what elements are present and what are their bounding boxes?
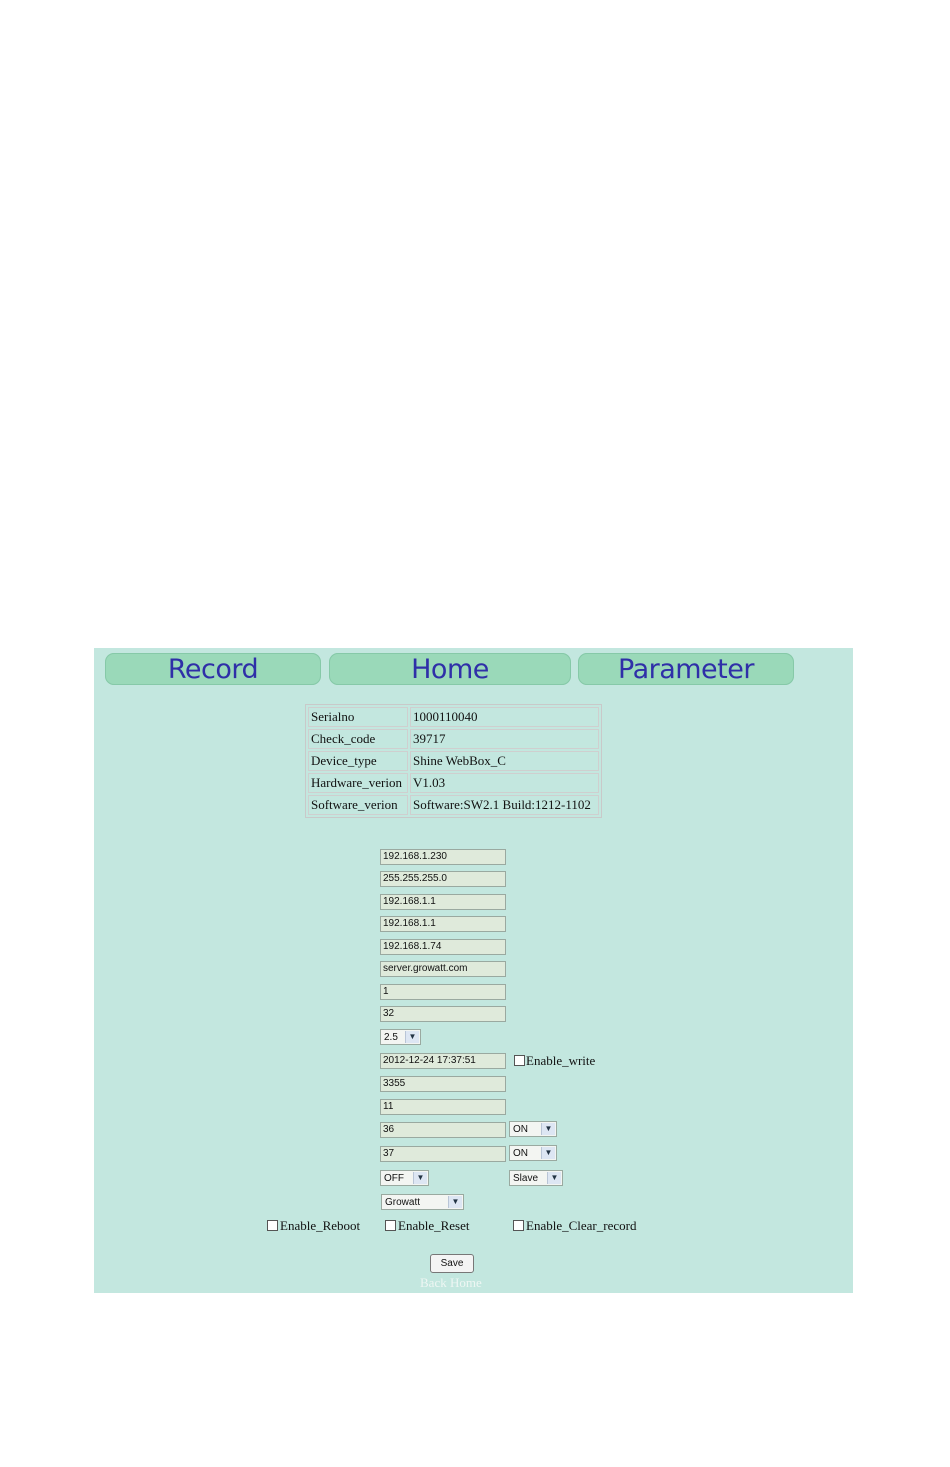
- ammeter-select[interactable]: [509, 1145, 557, 1161]
- enable-write-label: Enable_write: [526, 1053, 596, 1068]
- enable-reset-checkbox[interactable]: [385, 1220, 396, 1231]
- environment-select-value: ON: [513, 1124, 528, 1135]
- enable-clear-record-checkbox[interactable]: [513, 1220, 524, 1231]
- chevron-down-icon: ▼: [413, 1172, 427, 1184]
- device-info-table: [305, 704, 602, 818]
- environment-select[interactable]: [509, 1121, 557, 1137]
- power-mode-select[interactable]: [509, 1170, 563, 1186]
- enable-clear-record-label: Enable_Clear_record: [526, 1218, 637, 1233]
- enable-write-checkbox[interactable]: [514, 1055, 525, 1066]
- table-row: [308, 729, 599, 749]
- info-key: Hardware_verion: [308, 773, 408, 793]
- chevron-down-icon: ▼: [547, 1172, 561, 1184]
- info-value: Shine WebBox_C: [410, 751, 599, 771]
- inverter-type-select[interactable]: [381, 1194, 464, 1210]
- table-row: [308, 795, 599, 815]
- table-row: [308, 707, 599, 727]
- power-adjust-select[interactable]: [380, 1170, 429, 1186]
- addren-end-input[interactable]: 32: [380, 1006, 506, 1022]
- settings-panel: [94, 648, 853, 1293]
- dns-input[interactable]: 192.168.1.1: [380, 916, 506, 932]
- system-time-input[interactable]: 2012-12-24 17:37:51: [380, 1053, 506, 1069]
- info-value: V1.03: [410, 773, 599, 793]
- enable-reboot-checkbox[interactable]: [267, 1220, 278, 1231]
- back-home-link[interactable]: Back Home: [420, 1275, 482, 1290]
- zigbee-channel-input[interactable]: 11: [380, 1099, 506, 1115]
- gateway-input[interactable]: 192.168.1.1: [380, 894, 506, 910]
- server-url-input[interactable]: server.growatt.com: [380, 961, 506, 977]
- info-key: Software_verion: [308, 795, 408, 815]
- mask-input[interactable]: 255.255.255.0: [380, 871, 506, 887]
- enable-reset-label: Enable_Reset: [398, 1218, 470, 1233]
- ammeter-select-value: ON: [513, 1148, 528, 1159]
- info-key: Check_code: [308, 729, 408, 749]
- info-value: 1000110040: [410, 707, 599, 727]
- table-row: [308, 773, 599, 793]
- chevron-down-icon: ▼: [541, 1123, 555, 1135]
- info-key: Serialno: [308, 707, 408, 727]
- power-mode-value: Slave: [513, 1173, 539, 1184]
- chevron-down-icon: ▼: [405, 1031, 419, 1043]
- info-key: Device_type: [308, 751, 408, 771]
- ammeter-input[interactable]: 37: [380, 1146, 506, 1162]
- server-ip-input[interactable]: 192.168.1.74: [380, 939, 506, 955]
- nav-record-button[interactable]: Record: [105, 653, 321, 685]
- enable-reboot-label: Enable_Reboot: [280, 1218, 361, 1233]
- inverter-type-value: Growatt: [385, 1197, 421, 1208]
- info-value: 39717: [410, 729, 599, 749]
- save-button[interactable]: Save: [430, 1254, 474, 1273]
- nav-home-button[interactable]: Home: [329, 653, 571, 685]
- chevron-down-icon: ▼: [541, 1147, 555, 1159]
- addren-start-input[interactable]: 1: [380, 984, 506, 1000]
- zigbee-id-input[interactable]: 3355: [380, 1076, 506, 1092]
- environment-input[interactable]: 36: [380, 1122, 506, 1138]
- info-value: Software:SW2.1 Build:1212-1102: [410, 795, 599, 815]
- chevron-down-icon: ▼: [448, 1196, 462, 1208]
- delay-time-select[interactable]: [380, 1029, 421, 1045]
- table-row: [308, 751, 599, 771]
- delay-time-value: 2.5: [384, 1032, 398, 1043]
- power-adjust-value: OFF: [384, 1173, 404, 1184]
- local-ip-input[interactable]: 192.168.1.230: [380, 849, 506, 865]
- nav-parameter-button[interactable]: Parameter: [578, 653, 794, 685]
